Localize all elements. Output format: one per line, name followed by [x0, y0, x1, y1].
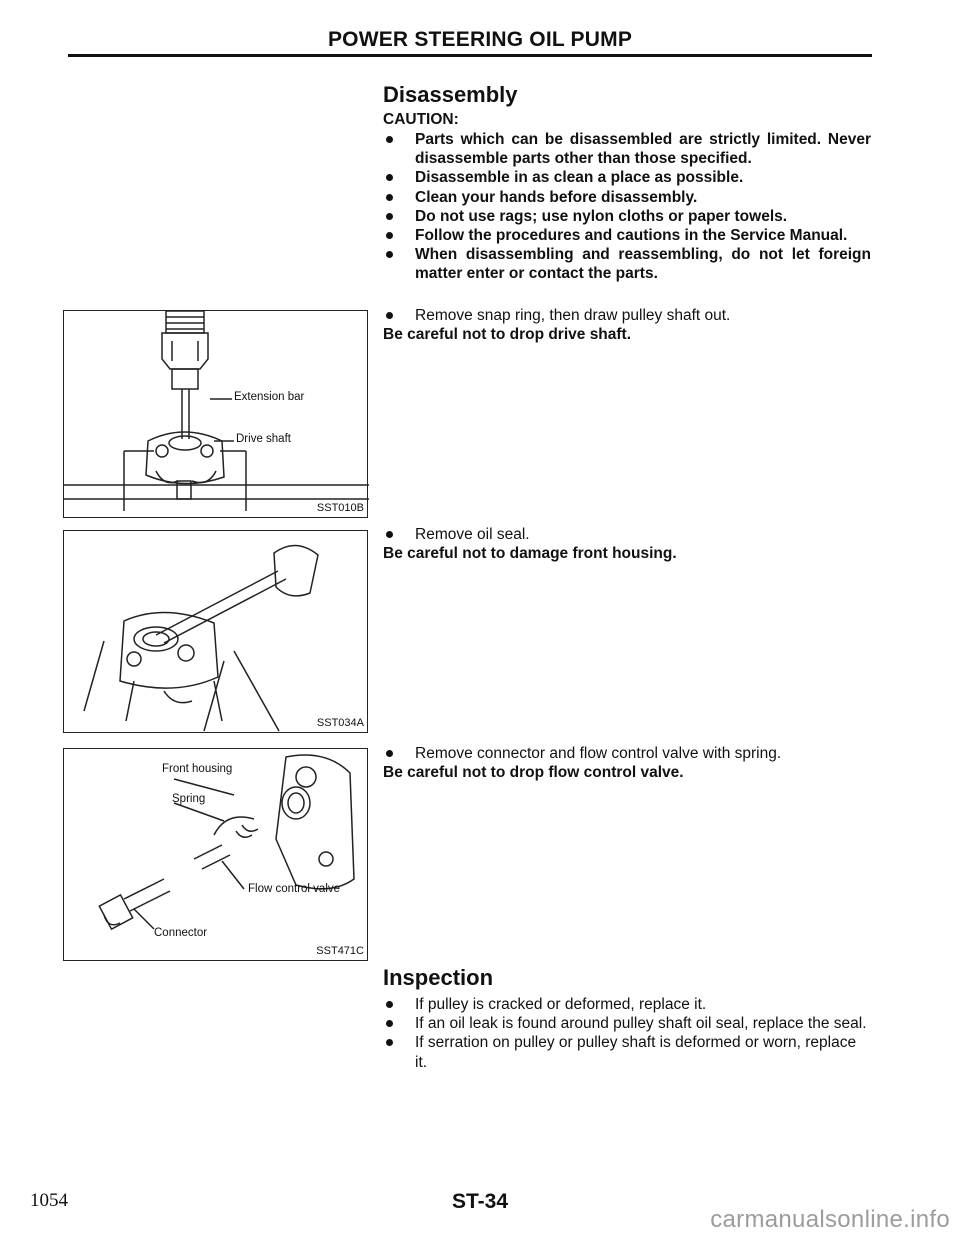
bullet-icon: [386, 1020, 393, 1027]
bullet-icon: [386, 174, 393, 181]
inspection-item: If an oil leak is found around pulley shaft oil seal, replace the seal.: [383, 1014, 871, 1033]
step-warning: Be careful not to drop drive shaft.: [383, 326, 632, 343]
label-drive-shaft: Drive shaft: [236, 433, 291, 445]
caution-item: Clean your hands before disassembly.: [383, 188, 871, 207]
inspection-list: [383, 995, 871, 1072]
section-code: ST-34: [451, 1190, 509, 1213]
header-rule: [68, 54, 872, 57]
step-remove-snap-ring: Remove snap ring, then draw pulley shaft out. Be careful not to drop drive shaft.: [383, 306, 873, 344]
caution-item: When disassembling and reassembling, do not let foreign matter enter or contact the parts.: [383, 245, 871, 283]
caution-label: CAUTION:: [383, 111, 459, 128]
bullet-icon: [386, 531, 393, 538]
disassembly-title: Disassembly: [383, 82, 518, 107]
figure-flow-control-valve: [63, 748, 368, 961]
caution-item: Parts which can be disassembled are strictly limited. Never disassemble parts other than those specified.: [383, 130, 871, 168]
figure-oil-seal: [63, 530, 368, 733]
inspection-title: Inspection: [383, 965, 494, 990]
bullet-icon: [386, 194, 393, 201]
figure-code: SST010B: [316, 502, 364, 514]
watermark: carmanualsonline.info: [710, 1206, 950, 1233]
bullet-icon: [386, 232, 393, 239]
figure-code: SST034A: [316, 717, 364, 729]
page-title: POWER STEERING OIL PUMP: [327, 28, 633, 51]
label-spring: Spring: [172, 793, 206, 805]
label-flow-control-valve: Flow control valve: [248, 883, 341, 895]
figure-drive-shaft: [63, 310, 368, 518]
bullet-icon: [386, 251, 393, 258]
flow-control-valve-illustration: [64, 749, 369, 962]
drive-shaft-illustration: [64, 311, 369, 519]
caution-item: Do not use rags; use nylon cloths or paper towels.: [383, 207, 871, 226]
oil-seal-illustration: [64, 531, 369, 734]
caution-list: [383, 130, 871, 284]
inspection-item: If pulley is cracked or deformed, replace it.: [383, 995, 871, 1014]
label-front-housing: Front housing: [162, 763, 233, 775]
label-connector: Connector: [154, 927, 208, 939]
bullet-icon: [386, 213, 393, 220]
bullet-icon: [386, 312, 393, 319]
step-remove-connector: Remove connector and flow control valve with spring. Be careful not to drop flow control valve.: [383, 744, 873, 782]
bullet-icon: [386, 1001, 393, 1008]
step-remove-oil-seal: Remove oil seal. Be careful not to damage front housing.: [383, 525, 873, 563]
caution-item: Follow the procedures and cautions in the Service Manual.: [383, 226, 871, 245]
inspection-item: If serration on pulley or pulley shaft is deformed or worn, replace it.: [383, 1033, 871, 1071]
label-extension-bar: Extension bar: [234, 391, 305, 403]
caution-item: Disassemble in as clean a place as possible.: [383, 168, 871, 187]
step-warning: Be careful not to damage front housing.: [383, 545, 677, 562]
bullet-icon: [386, 1039, 393, 1046]
bullet-icon: [386, 750, 393, 757]
figure-code: SST471C: [316, 945, 364, 957]
step-warning: Be careful not to drop flow control valve.: [383, 764, 684, 781]
bullet-icon: [386, 136, 393, 143]
page-number: 1054: [30, 1190, 68, 1211]
